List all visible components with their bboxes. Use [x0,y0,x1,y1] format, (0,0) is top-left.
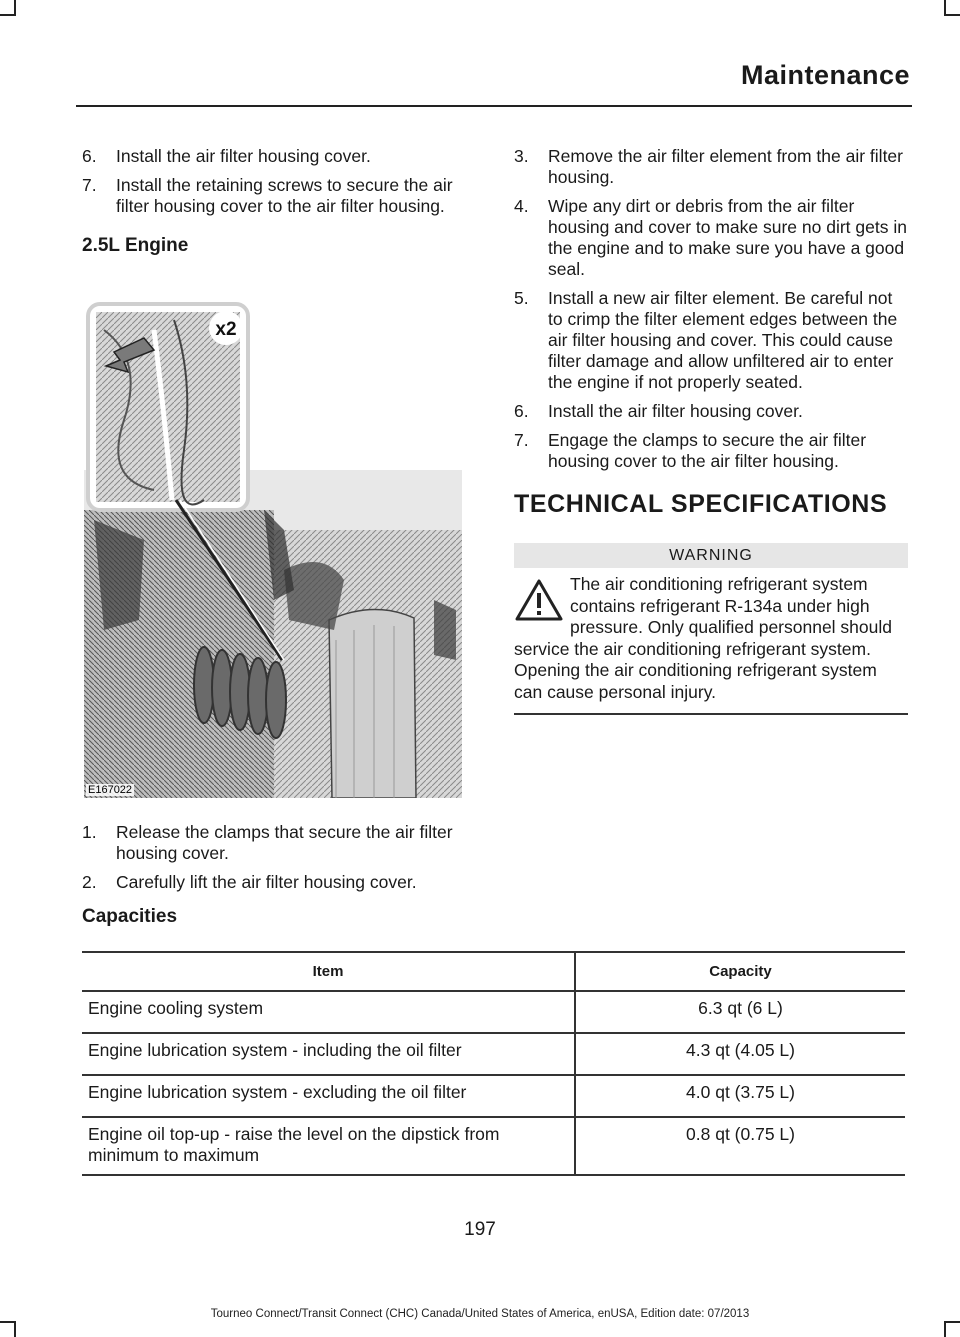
step-text: Install a new air filter element. Be careful not to crimp the filter element edges between the air filter housing and cover. This could cause filter damage and allow unfiltered air to enter the engine if not properly seated. [548,288,898,392]
crop-mark-top-left-h [0,14,16,16]
step-text: Wipe any dirt or debris from the air filter housing and cover to make sure no dirt gets in the engine and to make sure you have a good seal. [548,196,907,279]
cell-capacity: 4.0 qt (3.75 L) [575,1075,905,1117]
step-item [514,430,908,472]
step-item [514,288,908,393]
table-row [82,1117,905,1175]
step-item [82,872,482,893]
warning-triangle-icon [514,578,564,622]
step-number: 1. [82,822,97,842]
step-text: Release the clamps that secure the air filter housing cover. [116,822,453,863]
right-column [514,146,908,715]
step-item [82,175,482,217]
left-column [82,146,482,256]
step-text: Engage the clamps to secure the air filter housing cover to the air filter housing. [548,430,867,471]
step-number: 7. [82,175,97,195]
table-header-row [82,952,905,991]
engine-illustration-svg [84,300,462,798]
cell-capacity: 4.3 qt (4.05 L) [575,1033,905,1075]
step-number: 4. [514,196,529,216]
steps-list-top [82,146,482,217]
table-row [82,991,905,1033]
table-row [82,1075,905,1117]
cell-item: Engine lubrication system - excluding the oil filter [82,1075,575,1117]
warning-text: The air conditioning refrigerant system contains refrigerant R-134a under high pressure. Only qualified personnel should service the air conditioning refrigerant system. Opening the air conditioning refrigerant system can cause personal injury. [514,574,892,702]
crop-mark-top-right-h [944,14,960,16]
step-text: Carefully lift the air filter housing cover. [116,872,417,892]
quantity-callout-label: x2 [215,319,237,340]
step-item [82,146,482,167]
figure-code: E167022 [88,784,133,796]
step-text: Install the air filter housing cover. [116,146,371,166]
capacities-heading: Capacities [82,906,178,927]
step-number: 3. [514,146,529,166]
step-number: 5. [514,288,529,308]
column-header-capacity: Capacity [575,952,905,991]
capacities-table [82,951,905,1176]
steps-list-bottom [82,822,482,893]
crop-mark-bottom-left-h [0,1321,16,1323]
step-item [82,822,482,864]
step-item [514,146,908,188]
section-heading-technical-specifications: TECHNICAL SPECIFICATIONS [514,490,888,518]
step-number: 6. [82,146,97,166]
warning-label: WARNING [514,543,908,568]
steps-list-right [514,146,908,472]
engine-illustration [84,300,462,798]
table-row [82,1033,905,1075]
page-title: Maintenance [740,60,910,90]
warning-box [514,574,908,715]
step-number: 2. [82,872,97,892]
cell-capacity: 0.8 qt (0.75 L) [575,1117,905,1175]
crop-mark-bottom-right [944,1321,946,1337]
step-number: 7. [514,430,529,450]
cell-capacity: 6.3 qt (6 L) [575,991,905,1033]
step-number: 6. [514,401,529,421]
step-text: Remove the air filter element from the air filter housing. [548,146,903,187]
subheading-engine: 2.5L Engine [82,235,189,256]
footer-edition-text: Tourneo Connect/Transit Connect (CHC) Canada/United States of America, enUSA, Edition date: 07/2013 [210,1308,750,1320]
cell-item: Engine cooling system [82,991,575,1033]
step-text: Install the retaining screws to secure the air filter housing cover to the air filter housing. [116,175,453,216]
crop-mark-bottom-left [14,1321,16,1337]
page-number: 197 [464,1219,496,1240]
crop-mark-bottom-right-h [944,1321,960,1323]
step-item [514,196,908,280]
cell-item: Engine lubrication system - including the oil filter [82,1033,575,1075]
step-text: Install the air filter housing cover. [548,401,803,421]
step-item [514,401,908,422]
title-rule [76,105,912,107]
cell-item: Engine oil top-up - raise the level on the dipstick from minimum to maximum [82,1117,575,1175]
column-header-item: Item [82,952,575,991]
left-column-lower [82,822,482,901]
